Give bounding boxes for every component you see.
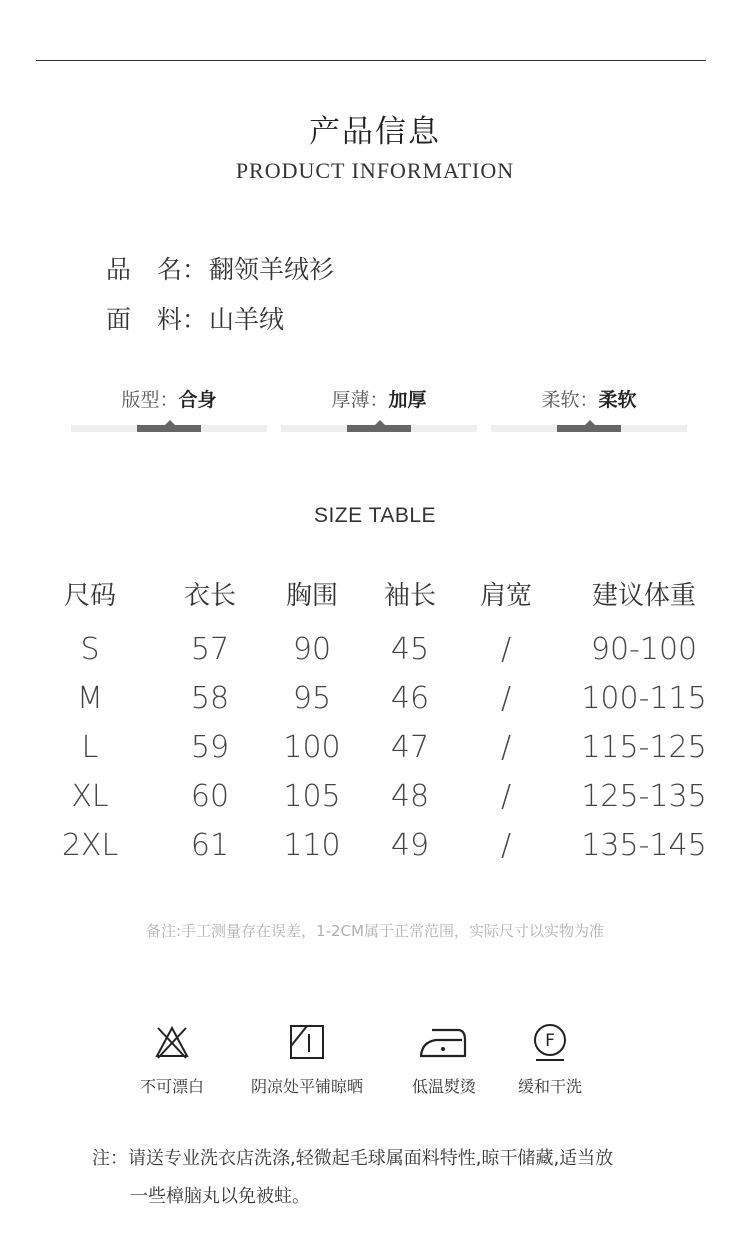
size-cell-shoulder: / [500, 828, 512, 863]
care-item-low-iron [398, 1022, 490, 1097]
dry-flat-shade-icon [287, 1022, 327, 1062]
attribute-value: 柔软 [598, 389, 637, 411]
size-cell-chest: 100 [283, 730, 341, 765]
column-header-sleeve: 袖长 [383, 581, 436, 611]
spec-separator: ： [182, 305, 208, 334]
spec-label: 品名 [106, 255, 182, 284]
size-cell-shoulder: / [500, 779, 512, 814]
column-header-size: 尺码 [63, 581, 116, 611]
care-label: 低温熨烫 [411, 1077, 476, 1096]
care-label: 缓和干洗 [517, 1077, 582, 1096]
attribute-label: 厚薄：加厚 [331, 389, 427, 411]
spec-value: 翻领羊绒衫 [209, 255, 335, 284]
care-footnote [92, 1140, 712, 1216]
size-cell-sleeve: 49 [390, 828, 430, 863]
size-cell-chest: 90 [292, 632, 332, 667]
dry-clean-glyph: F [545, 1031, 555, 1051]
care-label: 阴凉处平铺晾晒 [250, 1077, 363, 1096]
gentle-dry-clean-icon [530, 1022, 570, 1062]
care-item-dry-clean [508, 1022, 592, 1097]
size-cell-chest: 110 [283, 828, 341, 863]
size-cell-length: 61 [190, 828, 230, 863]
size-cell-chest: 95 [292, 681, 332, 716]
attribute-scale [71, 425, 267, 432]
size-cell-weight: 115-125 [581, 730, 707, 765]
care-item-no-bleach [124, 1022, 220, 1097]
size-cell-shoulder: / [500, 632, 512, 667]
column-header-chest: 胸围 [285, 581, 338, 611]
top-divider [36, 60, 706, 61]
spec-label: 面料 [106, 305, 182, 334]
section-title: 产品信息 [309, 114, 441, 150]
section-subtitle: PRODUCT INFORMATION [235, 158, 515, 183]
attribute-indicator [137, 425, 201, 432]
column-header-shoulder: 肩宽 [479, 581, 532, 611]
attribute-label: 版型：合身 [121, 389, 217, 411]
attribute-softness [491, 385, 687, 432]
size-cell-weight: 135-145 [581, 828, 707, 863]
attribute-fit [71, 385, 267, 432]
attribute-indicator [557, 425, 621, 432]
size-cell-sleeve: 48 [390, 779, 430, 814]
column-header-weight: 建议体重 [591, 581, 696, 611]
size-cell-weight: 90-100 [590, 632, 698, 667]
size-cell-size: 2XL [61, 828, 119, 863]
size-cell-sleeve: 46 [390, 681, 430, 716]
column-header-length: 衣长 [183, 581, 236, 611]
size-cell-chest: 105 [283, 779, 341, 814]
size-cell-size: L [81, 730, 99, 765]
size-cell-size: XL [71, 779, 109, 814]
spec-separator: ： [182, 255, 208, 284]
size-cell-weight: 100-115 [581, 681, 707, 716]
size-cell-length: 59 [190, 730, 230, 765]
size-cell-size: M [77, 681, 103, 716]
size-cell-shoulder: / [500, 681, 512, 716]
attribute-scale [491, 425, 687, 432]
attribute-scale [281, 425, 477, 432]
spec-value: 山羊绒 [209, 305, 285, 334]
measurement-note: 备注:手工测量存在误差，1-2CM属于正常范围，实际尺寸以实物为准 [146, 922, 604, 940]
no-bleach-icon [152, 1022, 192, 1062]
size-cell-size: S [80, 632, 100, 667]
footnote-line-1: 注：请送专业洗衣店洗涤,轻微起毛球属面料特性,晾干储藏,适当放 [92, 1148, 614, 1169]
care-item-dry-flat [240, 1022, 374, 1097]
low-iron-icon [418, 1022, 470, 1062]
size-cell-weight: 125-135 [581, 779, 707, 814]
size-cell-shoulder: / [500, 730, 512, 765]
size-table-title: SIZE TABLE [313, 504, 437, 527]
attribute-thickness [281, 385, 477, 432]
size-cell-length: 58 [190, 681, 230, 716]
footnote-line-2: 一些樟脑丸以免被蛀。 [130, 1186, 310, 1207]
size-cell-sleeve: 45 [390, 632, 430, 667]
care-label: 不可漂白 [139, 1077, 204, 1096]
attribute-value: 加厚 [388, 389, 427, 411]
size-cell-length: 57 [190, 632, 230, 667]
size-cell-length: 60 [190, 779, 230, 814]
spec-material-row [106, 300, 284, 336]
size-cell-sleeve: 47 [390, 730, 430, 765]
spec-name-row [106, 250, 334, 286]
attribute-label: 柔软：柔软 [541, 389, 637, 411]
attribute-value: 合身 [178, 389, 217, 411]
attribute-indicator [347, 425, 411, 432]
